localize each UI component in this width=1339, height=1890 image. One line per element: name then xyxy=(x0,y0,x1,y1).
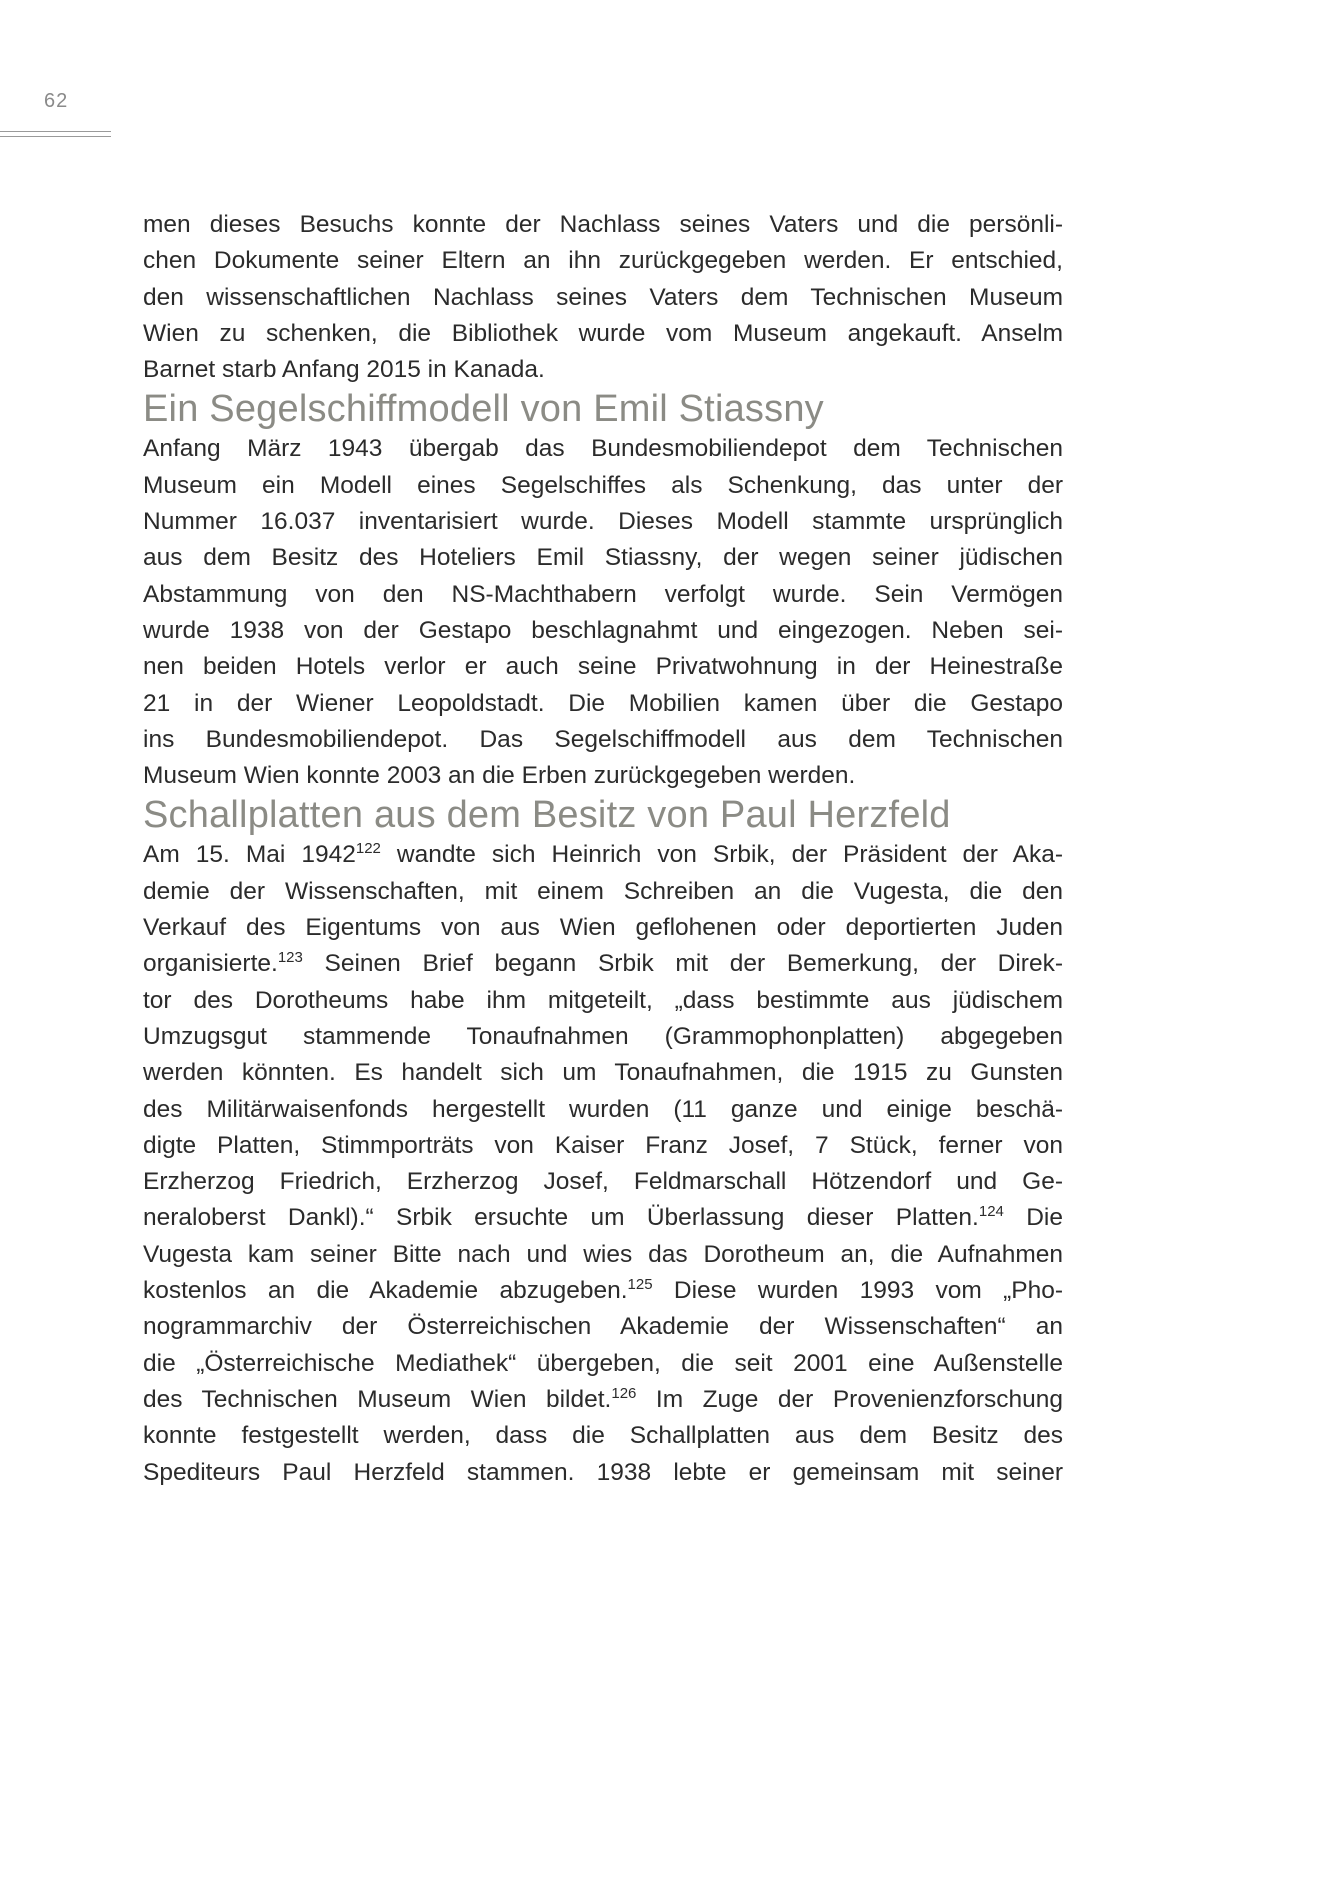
text-segment: Die xyxy=(1003,1204,1063,1232)
text-line xyxy=(143,1382,1063,1418)
text-line: men dieses Besuchs konnte der Nachlass seines Vaters und die persönli- xyxy=(143,211,1063,238)
text-line: Museum Wien konnte 2003 an die Erben zurückgegeben werden. xyxy=(143,762,856,790)
footnote-marker: 125 xyxy=(627,1276,653,1294)
page-number-rule xyxy=(0,131,111,137)
text-line: Abstammung von den NS-Machthabern verfolgt wurde. Sein Vermögen xyxy=(143,580,1063,608)
footnote-marker: 126 xyxy=(611,1384,637,1402)
text-line: Vugesta kam seiner Bitte nach und wies das Dorotheum an, die Aufnahmen xyxy=(143,1240,1063,1268)
text-line: demie der Wissenschaften, mit einem Schreiben an die Vugesta, die den xyxy=(143,877,1063,905)
text-line: Nummer 16.037 inventarisiert wurde. Dieses Modell stammte ursprünglich xyxy=(143,508,1063,536)
text-line xyxy=(143,946,1063,982)
section-heading-schallplatten: Schallplatten aus dem Besitz von Paul Herzfeld xyxy=(143,794,951,837)
text-line: aus dem Besitz des Hoteliers Emil Stiassny, der wegen seiner jüdischen xyxy=(143,544,1063,572)
text-segment: Im Zuge der Provenienzforschung xyxy=(636,1385,1063,1413)
footnote-marker: 124 xyxy=(978,1203,1004,1221)
text-line: Verkauf des Eigentums von aus Wien geflohenen oder deportierten Juden xyxy=(143,914,1063,942)
section-heading-segelschiff: Ein Segelschiffmodell von Emil Stiassny xyxy=(143,388,824,431)
text-segment: wandte sich Heinrich von Srbik, der Präsident der Aka- xyxy=(380,841,1063,869)
text-line: Spediteurs Paul Herzfeld stammen. 1938 lebte er gemeinsam mit seiner xyxy=(143,1458,1063,1486)
text-line: Barnet starb Anfang 2015 in Kanada. xyxy=(143,356,545,384)
text-line: ins Bundesmobiliendepot. Das Segelschiffmodell aus dem Technischen xyxy=(143,725,1063,753)
text-segment: kostenlos an die Akademie abzugeben. xyxy=(143,1277,628,1305)
text-line: wurde 1938 von der Gestapo beschlagnahmt und eingezogen. Neben sei- xyxy=(143,616,1063,644)
text-line: die „Österreichische Mediathek“ übergeben, die seit 2001 eine Außenstelle xyxy=(143,1349,1063,1377)
text-line: Museum ein Modell eines Segelschiffes als Schenkung, das unter der xyxy=(143,471,1063,499)
text-line: des Militärwaisenfonds hergestellt wurden (11 ganze und einige beschä- xyxy=(143,1095,1063,1123)
text-segment: des Technischen Museum Wien bildet. xyxy=(143,1385,612,1413)
text-segment: Diese wurden 1993 vom „Pho- xyxy=(652,1277,1063,1305)
text-line xyxy=(143,1273,1063,1309)
text-line: Anfang März 1943 übergab das Bundesmobiliendepot dem Technischen xyxy=(143,435,1063,463)
text-segment: neraloberst Dankl).“ Srbik ersuchte um Überlassung dieser Platten. xyxy=(143,1204,979,1232)
text-segment: organisierte. xyxy=(143,950,278,978)
text-line: Erzherzog Friedrich, Erzherzog Josef, Feldmarschall Hötzendorf und Ge- xyxy=(143,1168,1063,1196)
text-line: 21 in der Wiener Leopoldstadt. Die Mobilien kamen über die Gestapo xyxy=(143,689,1063,717)
footnote-marker: 122 xyxy=(355,840,381,858)
text-line: konnte festgestellt werden, dass die Schallplatten aus dem Besitz des xyxy=(143,1422,1063,1450)
intro-paragraph xyxy=(143,207,1063,388)
text-line xyxy=(143,837,1063,873)
text-line: nogrammarchiv der Österreichischen Akademie der Wissenschaften“ an xyxy=(143,1313,1063,1341)
page-content xyxy=(143,207,1063,1491)
text-segment: Am 15. Mai 1942 xyxy=(143,841,356,869)
page-number: 62 xyxy=(44,90,69,112)
text-line xyxy=(143,1200,1063,1236)
text-line: Wien zu schenken, die Bibliothek wurde vom Museum angekauft. Anselm xyxy=(143,319,1063,347)
text-line: digte Platten, Stimmporträts von Kaiser Franz Josef, 7 Stück, ferner von xyxy=(143,1131,1063,1159)
text-line: den wissenschaftlichen Nachlass seines Vaters dem Technischen Museum xyxy=(143,283,1063,311)
text-line: werden könnten. Es handelt sich um Tonaufnahmen, die 1915 zu Gunsten xyxy=(143,1059,1063,1087)
segelschiff-paragraph xyxy=(143,431,1063,794)
text-line: chen Dokumente seiner Eltern an ihn zurückgegeben werden. Er entschied, xyxy=(143,247,1063,275)
text-line: Umzugsgut stammende Tonaufnahmen (Grammophonplatten) abgegeben xyxy=(143,1022,1063,1050)
text-line: nen beiden Hotels verlor er auch seine Privatwohnung in der Heinestraße xyxy=(143,653,1063,681)
text-line: tor des Dorotheums habe ihm mitgeteilt, „dass bestimmte aus jüdischem xyxy=(143,986,1063,1014)
schallplatten-paragraph xyxy=(143,837,1063,1490)
text-segment: Seinen Brief begann Srbik mit der Bemerkung, der Direk- xyxy=(302,950,1063,978)
footnote-marker: 123 xyxy=(277,949,303,967)
